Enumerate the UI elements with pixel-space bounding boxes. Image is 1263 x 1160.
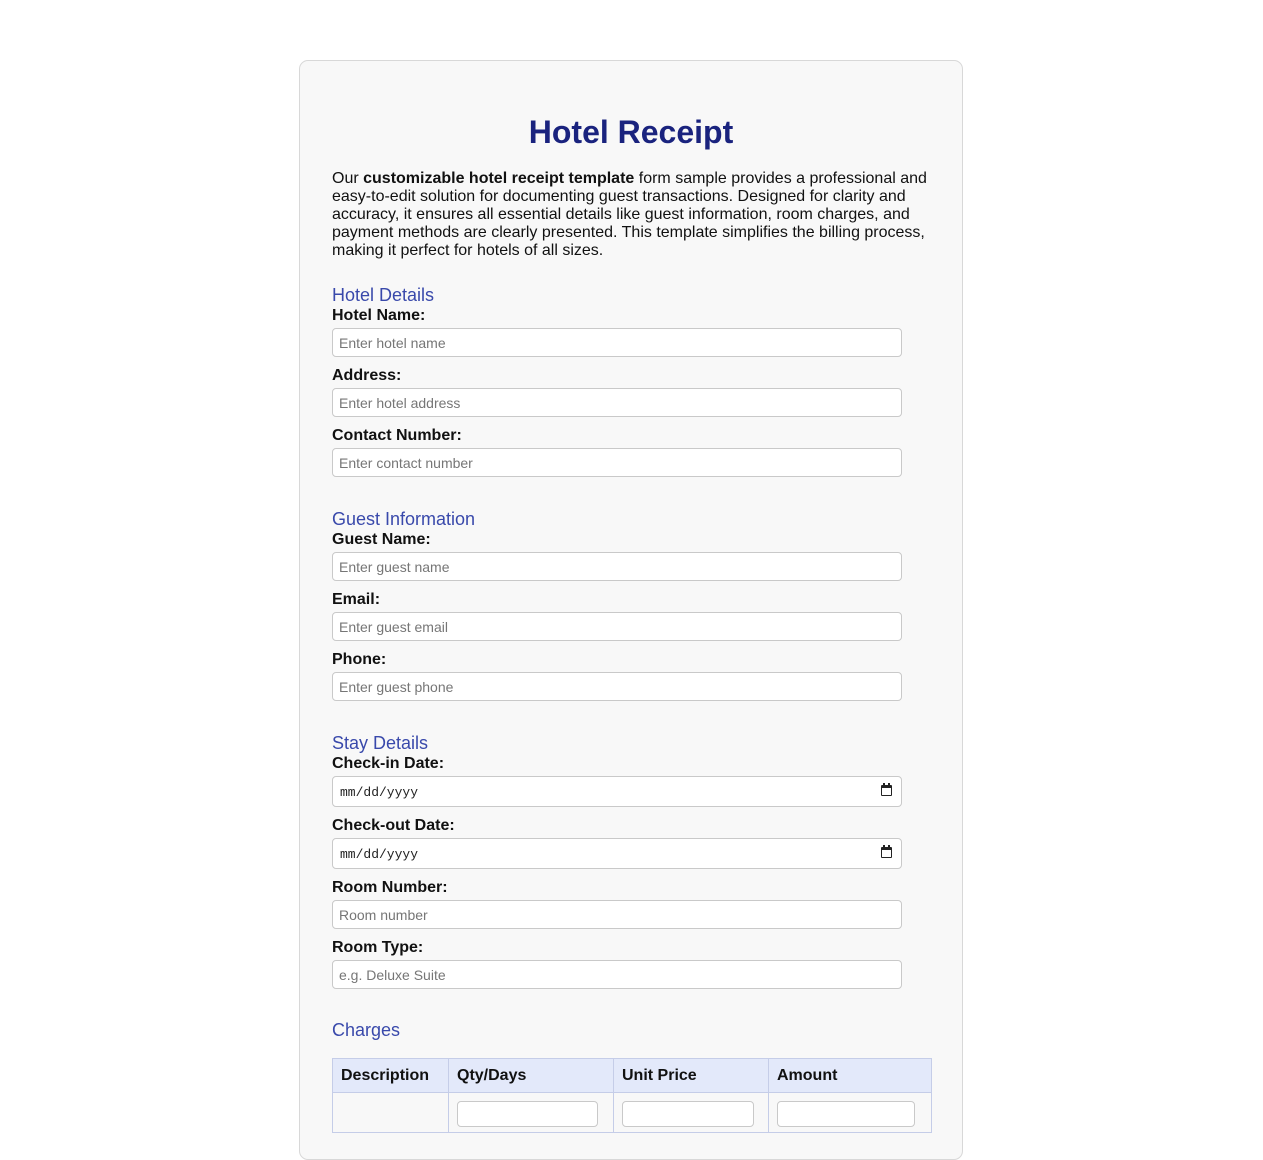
qty-days-cell xyxy=(449,1093,614,1133)
hotel-address-input[interactable] xyxy=(332,388,902,417)
unit-price-input[interactable] xyxy=(622,1101,754,1127)
charges-heading: Charges xyxy=(332,1020,401,1040)
hotel-address-label: Address: xyxy=(332,367,402,384)
charges-table xyxy=(332,1058,932,1133)
page-title: Hotel Receipt xyxy=(528,114,734,150)
guest-name-group xyxy=(332,530,930,581)
room-type-group xyxy=(332,938,930,989)
guest-information-heading: Guest Information xyxy=(332,509,476,529)
guest-phone-group xyxy=(332,650,930,701)
stay-details-section xyxy=(332,733,930,989)
intro-rest: form sample provides a professional and easy-to-edit solution for documenting guest transactions. Designed for clarity and accuracy, it ensures all essential details like guest information, room charges, and payment methods are clearly presented. This template simplifies the billing process, making it perfect for hotels of all sizes. xyxy=(332,170,927,259)
column-header-amount: Amount xyxy=(769,1059,932,1093)
room-type-input[interactable] xyxy=(332,960,902,989)
amount-cell xyxy=(769,1093,932,1133)
checkin-date-value: mm/dd/yyyy xyxy=(340,785,419,800)
charges-section xyxy=(332,1020,930,1133)
guest-phone-input[interactable] xyxy=(332,672,902,701)
guest-phone-label: Phone: xyxy=(332,651,387,668)
hotel-contact-input[interactable] xyxy=(332,448,902,477)
guest-email-group xyxy=(332,590,930,641)
hotel-name-label: Hotel Name: xyxy=(332,307,426,324)
hotel-details-section xyxy=(332,285,930,477)
guest-email-label: Email: xyxy=(332,591,381,608)
column-header-description: Description xyxy=(333,1059,449,1093)
charges-header-row xyxy=(333,1059,932,1093)
room-number-input[interactable] xyxy=(332,900,902,929)
guest-name-label: Guest Name: xyxy=(332,531,431,548)
column-header-qty-days: Qty/Days xyxy=(449,1059,614,1093)
checkin-date-input[interactable] xyxy=(332,776,902,807)
hotel-name-group xyxy=(332,306,930,357)
guest-information-section xyxy=(332,509,930,701)
checkout-label: Check-out Date: xyxy=(332,817,455,834)
hotel-contact-group xyxy=(332,426,930,477)
hotel-address-group xyxy=(332,366,930,417)
room-number-label: Room Number: xyxy=(332,879,448,896)
room-type-label: Room Type: xyxy=(332,939,424,956)
intro-paragraph xyxy=(332,170,930,260)
intro-lead: Our xyxy=(332,170,364,187)
receipt-form-card xyxy=(299,60,963,1160)
qty-days-input[interactable] xyxy=(457,1101,598,1127)
hotel-name-input[interactable] xyxy=(332,328,902,357)
description-cell xyxy=(333,1093,449,1133)
checkin-label: Check-in Date: xyxy=(332,755,445,772)
room-number-group xyxy=(332,878,930,929)
checkout-date-value: mm/dd/yyyy xyxy=(340,847,419,862)
calendar-icon[interactable] xyxy=(881,847,892,858)
stay-details-heading: Stay Details xyxy=(332,733,429,753)
hotel-details-heading: Hotel Details xyxy=(332,285,435,305)
checkout-group xyxy=(332,816,930,869)
intro-bold: customizable hotel receipt template xyxy=(363,170,635,187)
checkout-date-input[interactable] xyxy=(332,838,902,869)
guest-name-input[interactable] xyxy=(332,552,902,581)
checkin-group xyxy=(332,754,930,807)
amount-input[interactable] xyxy=(777,1101,915,1127)
unit-price-cell xyxy=(614,1093,769,1133)
table-row xyxy=(333,1093,932,1133)
guest-email-input[interactable] xyxy=(332,612,902,641)
column-header-unit-price: Unit Price xyxy=(614,1059,769,1093)
hotel-contact-label: Contact Number: xyxy=(332,427,462,444)
calendar-icon[interactable] xyxy=(881,785,892,796)
